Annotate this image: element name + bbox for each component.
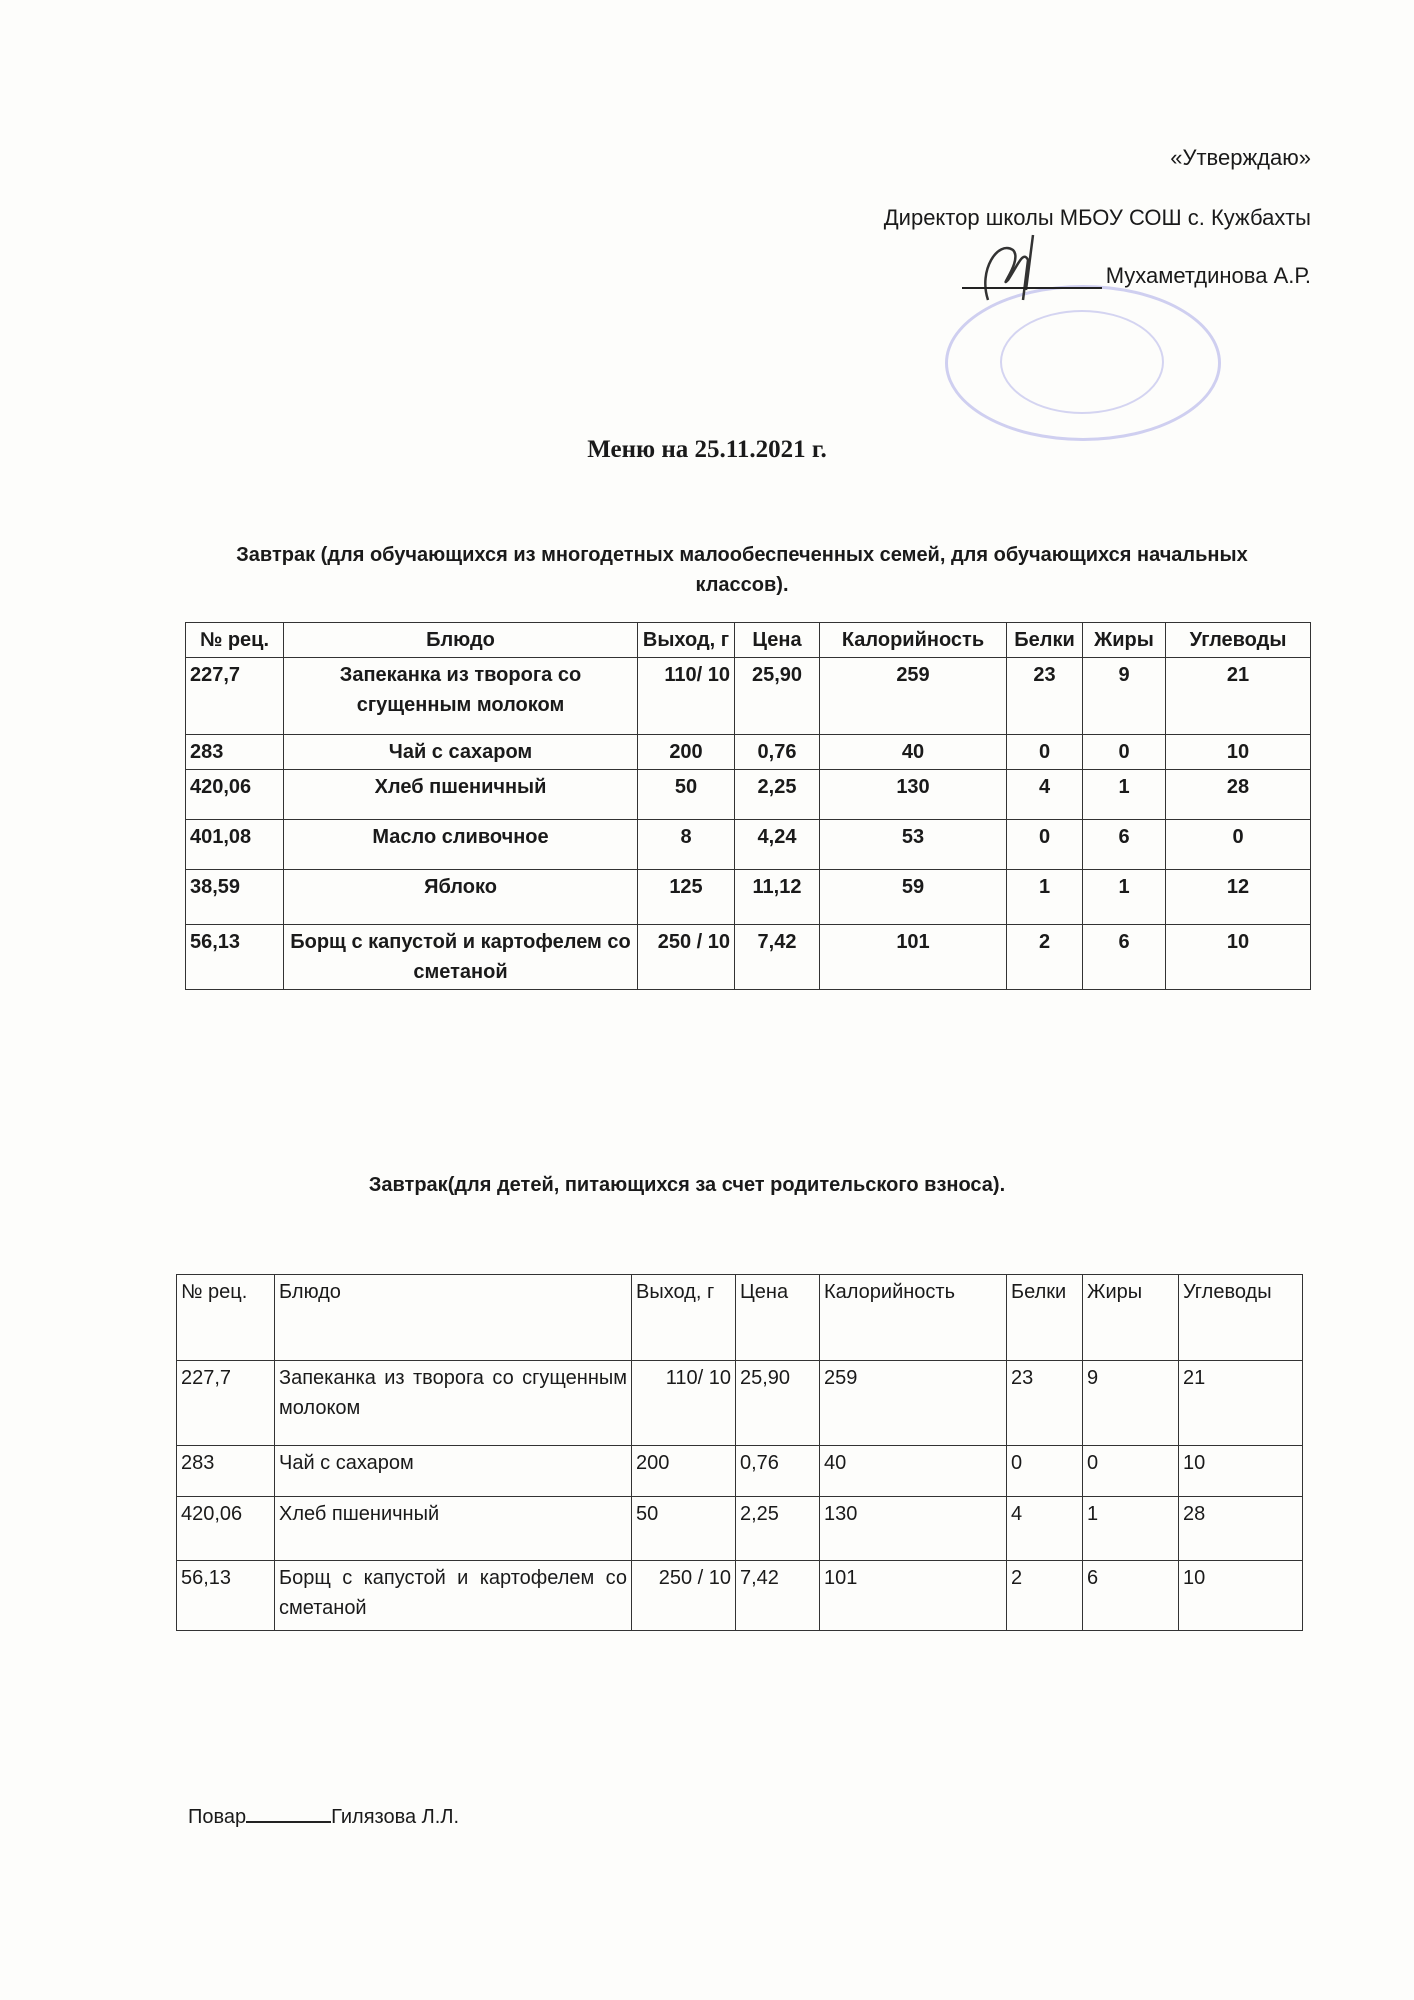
cell-dish: Масло сливочное [284, 820, 638, 870]
table-row [177, 1446, 1303, 1497]
cell-dish: Хлеб пшеничный [284, 770, 638, 820]
cell-calories: 259 [820, 1361, 1007, 1446]
director-title: Директор школы МБОУ СОШ с. Кужбахты [883, 205, 1311, 230]
table-row [186, 870, 1311, 925]
cell-yield: 50 [632, 1497, 736, 1561]
cell-proteins: 2 [1007, 925, 1083, 990]
cell-dish: Борщ с капустой и картофелем со сметаной [275, 1561, 632, 1631]
section1-heading: Завтрак (для обучающихся из многодетных малообеспеченных семей, для обучающихся начальных классов). [236, 544, 1248, 596]
table-row [177, 1361, 1303, 1446]
cell-fats: 1 [1083, 1497, 1179, 1561]
signature-underline [246, 1821, 331, 1823]
column-header-carbohydrates: Углеводы [1166, 623, 1311, 658]
school-stamp-inner [1000, 310, 1164, 414]
column-header-price: Цена [736, 1275, 820, 1361]
cell-yield: 250 / 10 [632, 1561, 736, 1631]
approval-label: «Утверждаю» [1170, 145, 1311, 170]
column-header-dish: Блюдо [284, 623, 638, 658]
table-row [186, 770, 1311, 820]
column-header-fats: Жиры [1083, 1275, 1179, 1361]
cell-recipe-number: 283 [177, 1446, 275, 1497]
table-row [186, 658, 1311, 735]
cell-carbohydrates: 10 [1166, 735, 1311, 770]
director-name: Мухаметдинова А.Р. [1105, 263, 1311, 288]
table-row [186, 735, 1311, 770]
cell-dish: Запеканка из творога со сгущенным молоком [275, 1361, 632, 1446]
cell-fats: 6 [1083, 925, 1166, 990]
cell-calories: 59 [820, 870, 1007, 925]
cell-carbohydrates: 28 [1179, 1497, 1303, 1561]
cell-calories: 40 [820, 1446, 1007, 1497]
cell-yield: 125 [638, 870, 735, 925]
column-header-recipe-number: № рец. [186, 623, 284, 658]
cell-dish: Запеканка из творога со сгущенным молоком [284, 658, 638, 735]
table-row [186, 820, 1311, 870]
table-header [177, 1275, 1303, 1361]
column-header-calories: Калорийность [820, 1275, 1007, 1361]
cell-price: 11,12 [735, 870, 820, 925]
cell-calories: 101 [820, 1561, 1007, 1631]
cell-carbohydrates: 21 [1179, 1361, 1303, 1446]
cell-recipe-number: 56,13 [186, 925, 284, 990]
cell-price: 7,42 [735, 925, 820, 990]
cell-calories: 130 [820, 1497, 1007, 1561]
column-header-proteins: Белки [1007, 623, 1083, 658]
cell-recipe-number: 401,08 [186, 820, 284, 870]
director-signature-line [962, 263, 1311, 289]
column-header-calories: Калорийность [820, 623, 1007, 658]
cell-price: 25,90 [735, 658, 820, 735]
cell-calories: 130 [820, 770, 1007, 820]
column-header-yield: Выход, г [638, 623, 735, 658]
cell-fats: 6 [1083, 1561, 1179, 1631]
cell-yield: 50 [638, 770, 735, 820]
cell-price: 0,76 [735, 735, 820, 770]
cell-price: 4,24 [735, 820, 820, 870]
cell-price: 7,42 [736, 1561, 820, 1631]
table-header [186, 623, 1311, 658]
cell-dish: Хлеб пшеничный [275, 1497, 632, 1561]
cell-proteins: 4 [1007, 1497, 1083, 1561]
cell-yield: 8 [638, 820, 735, 870]
table-row [177, 1561, 1303, 1631]
cell-yield: 200 [632, 1446, 736, 1497]
cell-fats: 1 [1083, 770, 1166, 820]
cell-proteins: 0 [1007, 1446, 1083, 1497]
section2-heading: Завтрак(для детей, питающихся за счет родительского взноса). [368, 1174, 1006, 1196]
cell-carbohydrates: 21 [1166, 658, 1311, 735]
cook-signature [188, 1806, 459, 1829]
cell-proteins: 1 [1007, 870, 1083, 925]
cell-price: 2,25 [735, 770, 820, 820]
cell-carbohydrates: 28 [1166, 770, 1311, 820]
table-row [186, 925, 1311, 990]
signature-underline [962, 265, 1102, 289]
cell-carbohydrates: 12 [1166, 870, 1311, 925]
column-header-fats: Жиры [1083, 623, 1166, 658]
column-header-dish: Блюдо [275, 1275, 632, 1361]
cell-price: 25,90 [736, 1361, 820, 1446]
cell-fats: 6 [1083, 820, 1166, 870]
cell-yield: 250 / 10 [638, 925, 735, 990]
cell-proteins: 23 [1007, 658, 1083, 735]
cell-dish: Яблоко [284, 870, 638, 925]
cell-carbohydrates: 10 [1179, 1446, 1303, 1497]
menu-table-2 [176, 1274, 1303, 1631]
column-header-recipe-number: № рец. [177, 1275, 275, 1361]
column-header-carbohydrates: Углеводы [1179, 1275, 1303, 1361]
cell-calories: 40 [820, 735, 1007, 770]
cell-calories: 259 [820, 658, 1007, 735]
cell-price: 2,25 [736, 1497, 820, 1561]
cell-fats: 9 [1083, 1361, 1179, 1446]
cell-proteins: 0 [1007, 820, 1083, 870]
cell-proteins: 0 [1007, 735, 1083, 770]
cell-price: 0,76 [736, 1446, 820, 1497]
cell-yield: 110/ 10 [632, 1361, 736, 1446]
page-title: Меню на 25.11.2021 г. [587, 436, 827, 463]
cell-recipe-number: 420,06 [186, 770, 284, 820]
cell-recipe-number: 420,06 [177, 1497, 275, 1561]
cell-dish: Борщ с капустой и картофелем со сметаной [284, 925, 638, 990]
cell-calories: 101 [820, 925, 1007, 990]
column-header-price: Цена [735, 623, 820, 658]
cook-name: Гилязова Л.Л. [331, 1806, 460, 1828]
cell-recipe-number: 38,59 [186, 870, 284, 925]
column-header-proteins: Белки [1007, 1275, 1083, 1361]
cell-dish: Чай с сахаром [284, 735, 638, 770]
cell-fats: 9 [1083, 658, 1166, 735]
cell-proteins: 2 [1007, 1561, 1083, 1631]
cell-carbohydrates: 10 [1179, 1561, 1303, 1631]
cell-fats: 0 [1083, 735, 1166, 770]
cell-yield: 110/ 10 [638, 658, 735, 735]
menu-table-1 [185, 622, 1311, 990]
cell-calories: 53 [820, 820, 1007, 870]
cell-recipe-number: 227,7 [186, 658, 284, 735]
cell-dish: Чай с сахаром [275, 1446, 632, 1497]
cell-carbohydrates: 10 [1166, 925, 1311, 990]
cell-fats: 0 [1083, 1446, 1179, 1497]
cell-yield: 200 [638, 735, 735, 770]
cell-proteins: 23 [1007, 1361, 1083, 1446]
cell-proteins: 4 [1007, 770, 1083, 820]
column-header-yield: Выход, г [632, 1275, 736, 1361]
cell-recipe-number: 56,13 [177, 1561, 275, 1631]
cell-fats: 1 [1083, 870, 1166, 925]
table-row [177, 1497, 1303, 1561]
cook-label: Повар [188, 1806, 247, 1828]
cell-recipe-number: 283 [186, 735, 284, 770]
cell-recipe-number: 227,7 [177, 1361, 275, 1446]
cell-carbohydrates: 0 [1166, 820, 1311, 870]
